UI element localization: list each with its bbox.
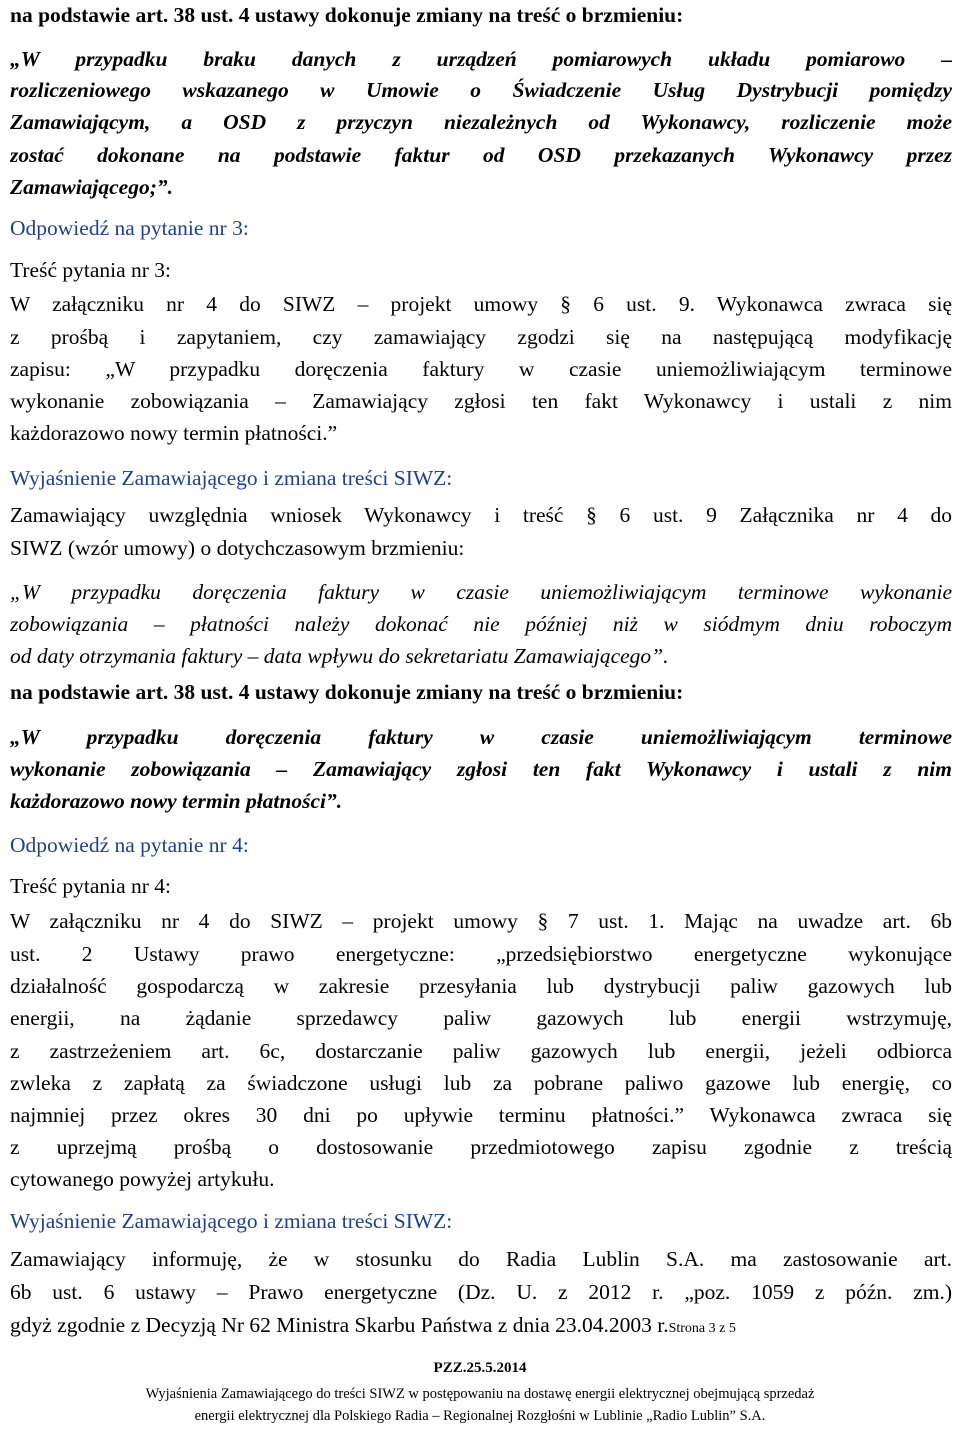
footer-description-line-1: Wyjaśnienia Zamawiającego do treści SIWZ w postępowaniu na dostawę energii elektrycznej obejmującą sprzedaż bbox=[145, 1386, 815, 1402]
doc-line-33: z uprzejmą prośbą o dostosowanie przedmiotowego zapisu zgodnie z treścią bbox=[10, 1135, 952, 1159]
doc-line-32: najmniej przez okres 30 dni po upływie terminu płatności.” Wykonawca zwraca się bbox=[10, 1103, 952, 1127]
doc-line-23: każdorazowo nowy termin płatności”. bbox=[10, 789, 343, 813]
doc-line-11: zapisu: „W przypadku doręczenia faktury w czasie uniemożliwiającym terminowe bbox=[10, 357, 952, 381]
doc-line-16: SIWZ (wzór umowy) o dotychczasowym brzmieniu: bbox=[10, 536, 465, 560]
question-heading-3: Treść pytania nr 3: bbox=[10, 258, 172, 282]
question-heading-4: Treść pytania nr 4: bbox=[10, 874, 172, 898]
doc-line-19: od daty otrzymania faktury – data wpływu do sekretariatu Zamawiającego”. bbox=[10, 644, 669, 668]
doc-line-28: działalność gospodarczą w zakresie przesyłania lub dystrybucji paliw gazowych lub bbox=[10, 974, 952, 998]
doc-line-31: zwleka z zapłatą za świadczone usługi lub za pobrane paliwo gazowe lub energię, co bbox=[10, 1071, 952, 1095]
doc-line-5: zostać dokonane na podstawie faktur od OSD przekazanych Wykonawcy przez bbox=[10, 143, 952, 167]
doc-line-15: Zamawiający uwzględnia wniosek Wykonawcy i treść § 6 ust. 9 Załącznika nr 4 do bbox=[10, 503, 952, 527]
doc-line-4: Zamawiającym, a OSD z przyczyn niezależnych od Wykonawcy, rozliczenie może bbox=[10, 110, 952, 134]
doc-line-17: „W przypadku doręczenia faktury w czasie uniemożliwiającym terminowe wykonanie bbox=[10, 580, 952, 604]
doc-line-37: 6b ust. 6 ustawy – Prawo energetyczne (Dz. U. z 2012 r. „poz. 1059 z późn. zm.) bbox=[10, 1280, 952, 1304]
doc-line-36: Zamawiający informuję, że w stosunku do Radia Lublin S.A. ma zastosowanie art. bbox=[10, 1247, 952, 1271]
doc-line-10: z prośbą i zapytaniem, czy zamawiający zgodzi się na następującą modyfikację bbox=[10, 325, 952, 349]
doc-line-27: ust. 2 Ustawy prawo energetyczne: „przedsiębiorstwo energetyczne wykonujące bbox=[10, 942, 952, 966]
doc-line-38-text: gdyż zgodnie z Decyzją Nr 62 Ministra Skarbu Państwa z dnia 23.04.2003 r. bbox=[10, 1313, 669, 1337]
explanation-heading-1: Wyjaśnienie Zamawiającego i zmiana treści SIWZ: bbox=[10, 466, 453, 490]
footer-reference-code: PZZ.25.5.2014 bbox=[433, 1360, 527, 1376]
answer-heading-3: Odpowiedź na pytanie nr 3: bbox=[10, 216, 249, 240]
doc-line-13: każdorazowo nowy termin płatności.” bbox=[10, 421, 338, 445]
doc-line-12: wykonanie zobowiązania – Zamawiający zgłosi ten fakt Wykonawcy i ustali z nim bbox=[10, 389, 952, 413]
doc-line-30: z zastrzeżeniem art. 6c, dostarczanie paliw gazowych lub energii, jeżeli odbiorca bbox=[10, 1039, 952, 1063]
doc-line-29: energii, na żądanie sprzedawcy paliw gazowych lub energii wstrzymuję, bbox=[10, 1006, 952, 1030]
doc-line-2: „W przypadku braku danych z urządzeń pomiarowych układu pomiarowo – bbox=[10, 47, 952, 71]
footer-description-line-2: energii elektrycznej dla Polskiego Radia – Regionalnej Rozgłośni w Lublinie „Radio Lublin” S.A. bbox=[194, 1408, 766, 1424]
doc-line-18: zobowiązania – płatności należy dokonać nie później niż w siódmym dniu roboczym bbox=[10, 612, 952, 636]
doc-line-21: „W przypadku doręczenia faktury w czasie uniemożliwiającym terminowe bbox=[10, 725, 952, 749]
page-number: Strona 3 z 5 bbox=[668, 1321, 736, 1336]
doc-line-34: cytowanego powyżej artykułu. bbox=[10, 1167, 275, 1191]
doc-line-20: na podstawie art. 38 ust. 4 ustawy dokonuje zmiany na treść o brzmieniu: bbox=[10, 680, 684, 704]
doc-line-22: wykonanie zobowiązania – Zamawiający zgłosi ten fakt Wykonawcy i ustali z nim bbox=[10, 757, 952, 781]
answer-heading-4: Odpowiedź na pytanie nr 4: bbox=[10, 833, 249, 857]
doc-line-1: na podstawie art. 38 ust. 4 ustawy dokonuje zmiany na treść o brzmieniu: bbox=[10, 3, 684, 27]
doc-line-6: Zamawiającego;”. bbox=[10, 175, 174, 199]
doc-line-9: W załączniku nr 4 do SIWZ – projekt umowy § 6 ust. 9. Wykonawca zwraca się bbox=[10, 292, 952, 316]
doc-line-3: rozliczeniowego wskazanego w Umowie o Świadczenie Usług Dystrybucji pomiędzy bbox=[10, 78, 952, 102]
doc-line-26: W załączniku nr 4 do SIWZ – projekt umowy § 7 ust. 1. Mając na uwadze art. 6b bbox=[10, 909, 952, 933]
explanation-heading-2: Wyjaśnienie Zamawiającego i zmiana treści SIWZ: bbox=[10, 1209, 453, 1233]
doc-line-38 bbox=[10, 1310, 952, 1344]
